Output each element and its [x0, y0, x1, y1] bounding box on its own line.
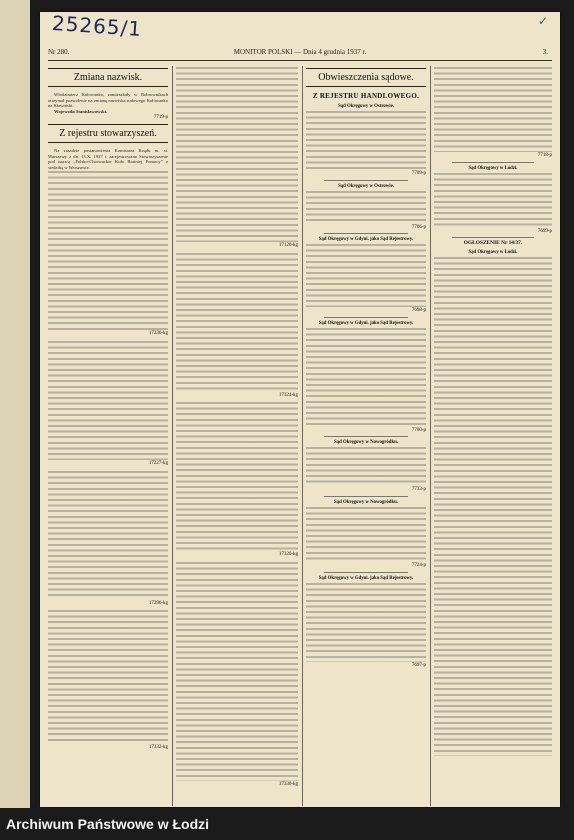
- heading-trade-register: Z REJESTRU HANDLOWEGO.: [312, 92, 420, 100]
- text-block: [306, 190, 426, 224]
- notice-code: 7706-p: [411, 224, 426, 230]
- notice-code: 17324-kg: [278, 392, 298, 398]
- court-name: Sąd Okręgowy w Ostrowie.: [338, 183, 394, 189]
- signature: Wojewoda Stanisławowski.: [54, 108, 108, 114]
- text-block: [306, 582, 426, 662]
- notice-code: 17236-kg: [148, 331, 168, 337]
- text-block: [176, 401, 298, 551]
- notice-code: 7719-p: [153, 115, 168, 121]
- court-name: Sąd Okręgowy w Łodzi.: [468, 165, 518, 171]
- heading-name-change: Zmiana nazwisk.: [48, 68, 168, 87]
- divider: [452, 162, 534, 163]
- notice-code: 7697-p: [411, 662, 426, 668]
- scan-gap: [30, 0, 40, 808]
- heading-court-notices: Obwieszczenia sądowe.: [306, 68, 426, 87]
- court-name: Sąd Okręgowy w Nowogródku.: [334, 440, 398, 446]
- handwritten-reference: 25265/1: [51, 10, 143, 42]
- notice-code: 17120-kg: [278, 243, 298, 248]
- text-block: [434, 172, 552, 228]
- column-3: [306, 66, 426, 806]
- text-block: [434, 256, 552, 756]
- notice-code: 17326-kg: [278, 552, 298, 558]
- issue-number: Nr 280.: [48, 48, 70, 56]
- text-block: [176, 252, 298, 392]
- column-2: [176, 66, 298, 806]
- masthead: [48, 46, 552, 61]
- text-block: [306, 327, 426, 427]
- notice-code: 17296-kg: [148, 600, 168, 606]
- text-block: [48, 609, 168, 744]
- archive-footer: [0, 808, 574, 840]
- notice-code: 7699-p: [537, 228, 552, 234]
- archive-name: Archiwum Państwowe w Łodzi: [6, 816, 210, 832]
- court-name: Sąd Okręgowy w Ostrowie.: [338, 104, 394, 109]
- notice-code: 7733-p: [411, 487, 426, 493]
- text-block: [48, 470, 168, 600]
- notice-code: 17227-kg: [148, 460, 168, 466]
- notice-code: 7700-p: [411, 427, 426, 433]
- column-4: [434, 66, 552, 806]
- name-change-text: Włodzimierz Kołowanko, zamieszkały w Bobrownikach otrzymał pozwolenie na zmianę nazwiska rodowego Kołowanko na Kławiński.: [48, 92, 168, 109]
- notice-code: 7724-p: [411, 562, 426, 568]
- newspaper-page: [40, 12, 560, 807]
- notice-code: 7709-p: [411, 171, 426, 176]
- column-1: [48, 66, 168, 806]
- divider: [324, 317, 408, 318]
- text-block: [306, 506, 426, 562]
- text-block: [48, 170, 168, 330]
- court-name: Sąd Okręgowy w Gdyni. jako Sąd Rejestrowy.: [318, 320, 414, 326]
- divider: [324, 572, 408, 573]
- court-name: Sąd Okręgowy w Nowogródku.: [334, 499, 398, 505]
- court-name: Sąd Okręgowy w Gdyni. jako Sąd Rejestrowy.: [318, 237, 414, 243]
- divider: [324, 180, 408, 181]
- association-entry: Na zasadzie postanowienia Komisarza Rządu m. st. Warszawy z dn. 13.X. 1937 r. zarejestrowano Stowarzyszenie pod nazwą „Polsko-Chorwackie Koło Bratniej Pomocy” z siedzibą w Warszawie.: [48, 147, 168, 170]
- column-separator: [302, 66, 303, 806]
- scan-margin-strip: [0, 0, 30, 808]
- notice-code: 7718-p: [537, 153, 552, 158]
- page-number: 3.: [542, 48, 548, 56]
- masthead-title: MONITOR POLSKI — Dnia 4 grudnia 1937 r.: [233, 48, 367, 56]
- heading-associations: Z rejestru stowarzyszeń.: [48, 124, 168, 143]
- court-name: Sąd Okręgowy w Gdyni. jako Sąd Rejestrowy.: [318, 575, 414, 581]
- divider: [324, 496, 408, 497]
- text-block: [434, 66, 552, 152]
- court-name: Sąd Okręgowy w Łodzi.: [468, 249, 518, 255]
- divider: [324, 233, 408, 234]
- text-block: [306, 110, 426, 170]
- text-block: [48, 340, 168, 460]
- notice-code: 17330-kg: [278, 781, 298, 787]
- column-separator: [430, 66, 431, 806]
- text-block: [176, 66, 298, 242]
- text-block: [176, 561, 298, 781]
- text-block: [306, 243, 426, 307]
- corner-mark-icon: ✓: [537, 14, 548, 28]
- text-block: [306, 446, 426, 486]
- column-separator: [172, 66, 173, 806]
- notice-heading: OGŁOSZENIE Nr 14/37.: [463, 240, 523, 247]
- divider: [452, 237, 534, 238]
- columns: [48, 66, 552, 806]
- notice-code: 7698-p: [411, 308, 426, 314]
- divider: [324, 436, 408, 437]
- notice-code: 17332-kg: [148, 745, 168, 751]
